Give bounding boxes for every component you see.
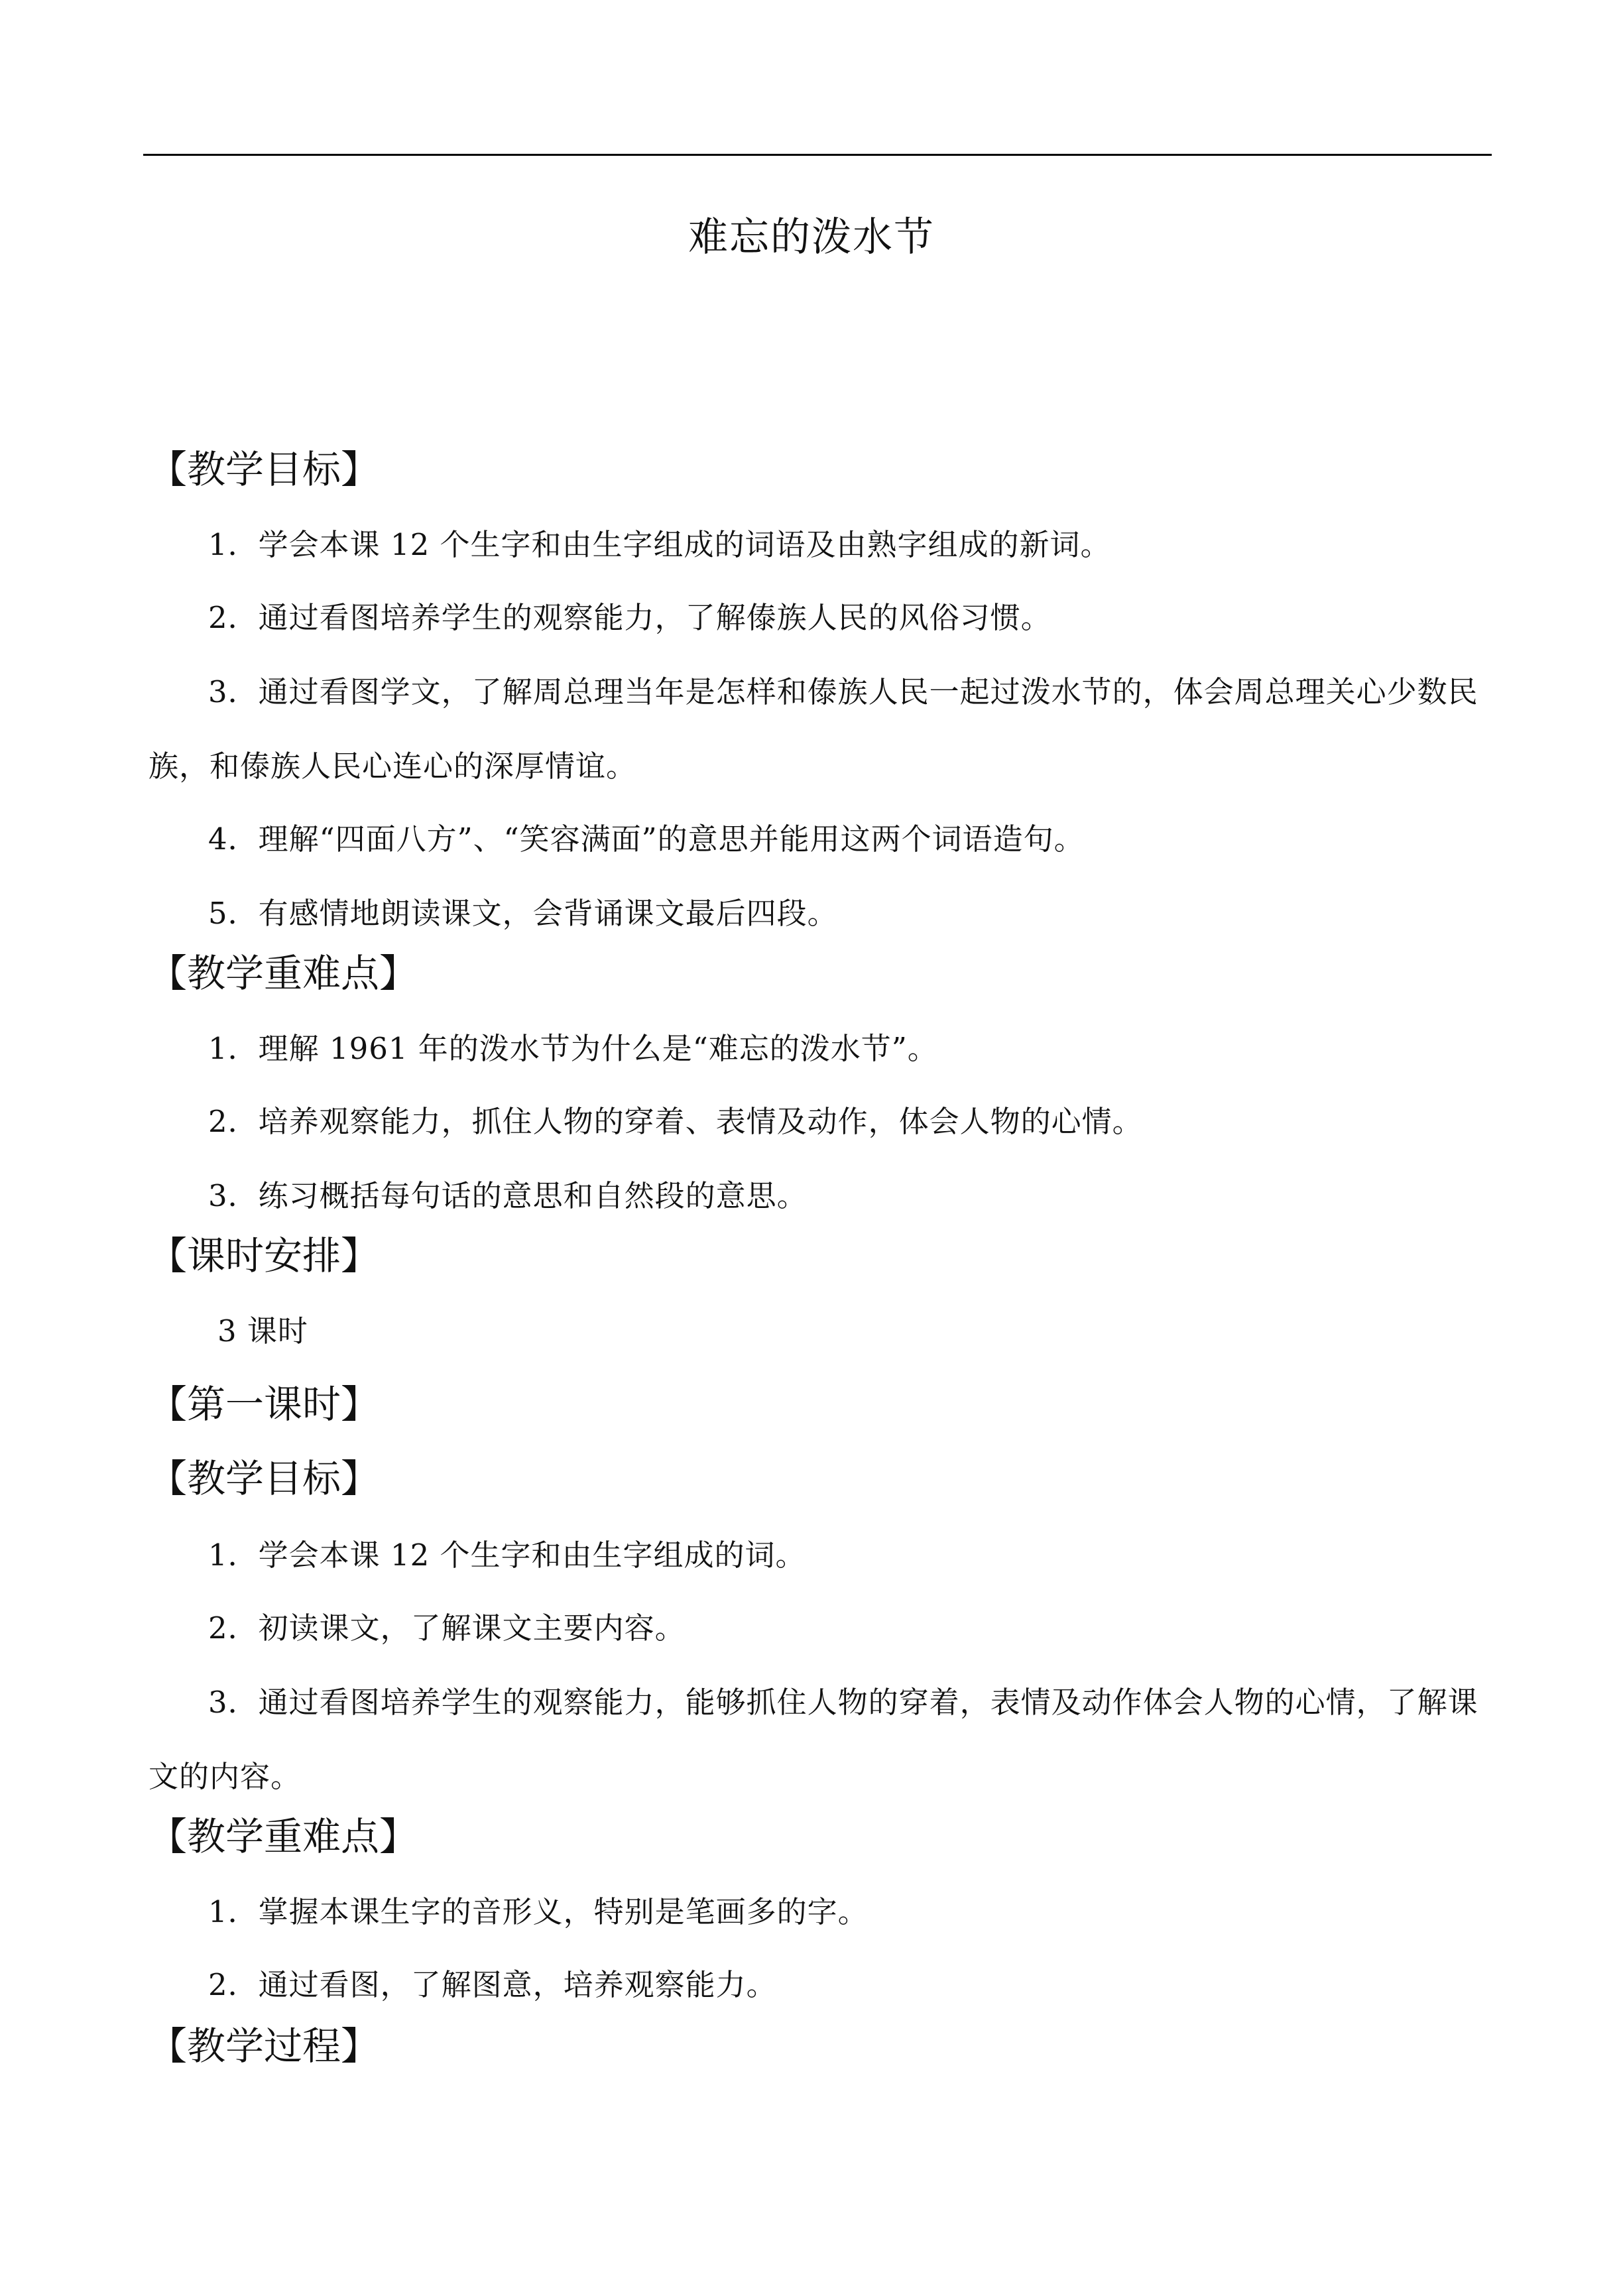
lesson1-key-points-heading: 【教学重难点】 [149, 1814, 418, 1859]
goal-item-2: 2．通过看图培养学生的观察能力，了解傣族人民的风俗习惯。 [208, 600, 1052, 635]
goal-item-5: 5．有感情地朗读课文，会背诵课文最后四段。 [208, 896, 838, 931]
process-heading: 【教学过程】 [149, 2024, 380, 2069]
lesson1-goal-item-3: 3．通过看图培养学生的观察能力，能够抓住人物的穿着，表情及动作体会人物的心情，了解课文的内容。 [149, 1685, 1478, 1794]
schedule-heading: 【课时安排】 [149, 1233, 380, 1278]
goal-item-1: 1．学会本课 12 个生字和由生字组成的词语及由熟字组成的新词。 [208, 527, 1111, 562]
lesson1-goals-heading: 【教学目标】 [149, 1456, 380, 1501]
header-rule [143, 154, 1492, 156]
goal-item-3: 3．通过看图学文，了解周总理当年是怎样和傣族人民一起过泼水节的，体会周总理关心少数民族，和傣族人民心连心的深厚情谊。 [149, 674, 1478, 784]
document-title: 难忘的泼水节 [688, 214, 935, 261]
key-point-item-3: 3．练习概括每句话的意思和自然段的意思。 [208, 1178, 808, 1213]
key-points-heading: 【教学重难点】 [149, 951, 418, 996]
lesson1-heading: 【第一课时】 [149, 1382, 380, 1427]
key-point-item-1: 1．理解 1961 年的泼水节为什么是“难忘的泼水节”。 [208, 1031, 938, 1066]
key-point-item-2: 2．培养观察能力，抓住人物的穿着、表情及动作，体会人物的心情。 [208, 1104, 1143, 1139]
schedule-text: 3 课时 [217, 1313, 308, 1349]
lesson1-goal-item-2: 2．初读课文，了解课文主要内容。 [208, 1610, 686, 1646]
goal-item-4: 4．理解“四面八方”、“笑容满面”的意思并能用这两个词语造句。 [208, 821, 1085, 857]
lesson1-goal-item-1: 1．学会本课 12 个生字和由生字组成的词。 [208, 1538, 806, 1573]
goals-heading: 【教学目标】 [149, 447, 380, 492]
lesson1-key-point-item-2: 2．通过看图，了解图意，培养观察能力。 [208, 1967, 777, 2002]
lesson1-key-point-item-1: 1．掌握本课生字的音形义，特别是笔画多的字。 [208, 1894, 869, 1929]
